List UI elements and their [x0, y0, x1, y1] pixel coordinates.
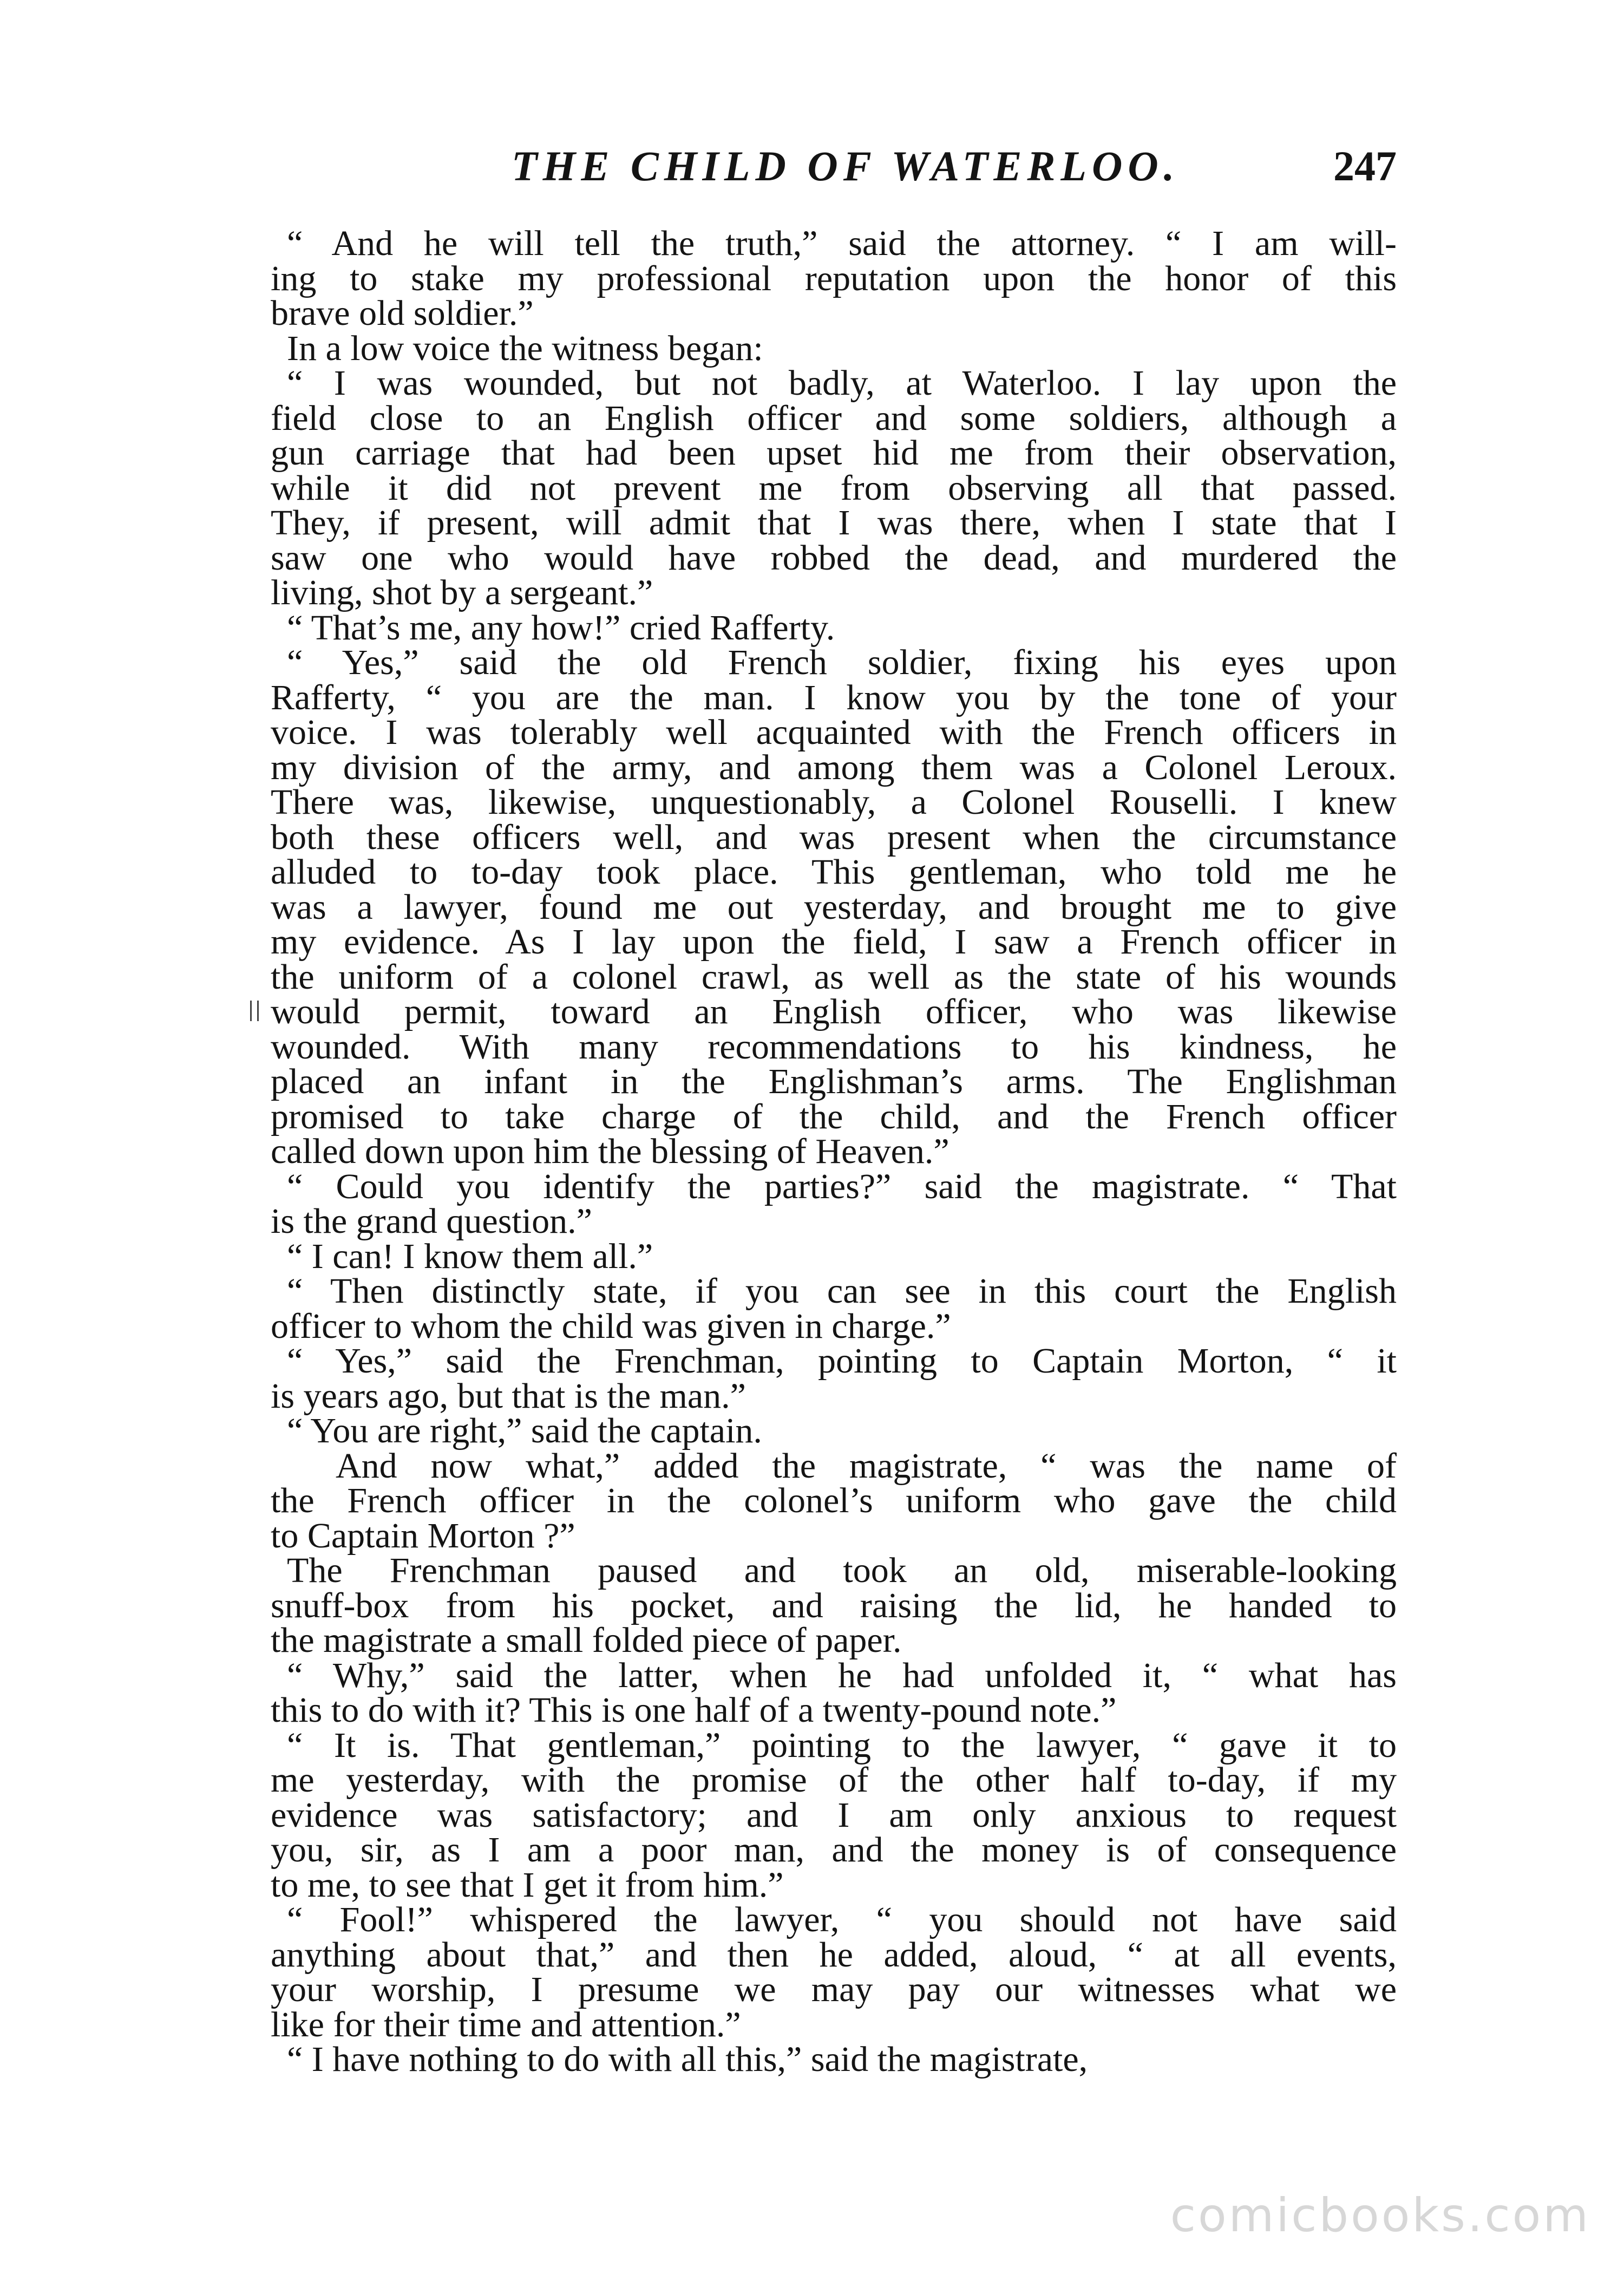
text-line: “ Could you identify the parties?” said the magistrate. “ That: [287, 1166, 1397, 1206]
text-line: “ And he will tell the truth,” said the attorney. “ I am will-: [287, 224, 1397, 263]
text-line: The Frenchman paused and took an old, miserable-looking: [287, 1551, 1397, 1590]
text-line: the magistrate a small folded piece of paper.: [271, 1620, 902, 1660]
text-line: wounded. With many recommendations to his kindness, he: [271, 1027, 1397, 1067]
text-line: In a low voice the witness began:: [287, 328, 763, 368]
text-line: the uniform of a colonel crawl, as well as the state of his wounds: [271, 957, 1397, 997]
text-line: this to do with it? This is one half of a twenty-pound note.”: [271, 1690, 1117, 1730]
text-line: field close to an English officer and some soldiers, although a: [271, 398, 1397, 438]
text-line: promised to take charge of the child, and the French officer: [271, 1096, 1397, 1136]
text-line: living, shot by a sergeant.”: [271, 573, 653, 612]
running-title: THE CHILD OF WATERLOO.: [512, 142, 1180, 190]
text-line: “ It is. That gentleman,” pointing to the lawyer, “ gave it to: [287, 1725, 1397, 1765]
text-line: And now what,” added the magistrate, “ was the name of: [336, 1446, 1397, 1486]
margin-mark: [250, 1001, 259, 1021]
text-line: the French officer in the colonel’s uniform who gave the child: [271, 1481, 1397, 1520]
text-line: would permit, toward an English officer, who was likewise: [271, 992, 1397, 1031]
text-line: Rafferty, “ you are the man. I know you by the tone of your: [271, 677, 1397, 717]
page-number: 247: [1333, 142, 1397, 190]
text-line: “ Fool!” whispered the lawyer, “ you should not have said: [287, 1900, 1397, 1939]
text-line: “ That’s me, any how!” cried Rafferty.: [287, 607, 835, 648]
text-line: “ Yes,” said the Frenchman, pointing to Captain Morton, “ it: [287, 1341, 1397, 1381]
text-line: evidence was satisfactory; and I am only anxious to request: [271, 1795, 1397, 1835]
text-line: There was, likewise, unquestionably, a Colonel Rouselli. I knew: [271, 782, 1397, 822]
text-line: placed an infant in the Englishman’s arms. The Englishman: [271, 1062, 1397, 1101]
text-line: while it did not prevent me from observing all that passed.: [271, 468, 1397, 508]
text-line: “ Then distinctly state, if you can see in this court the English: [287, 1271, 1397, 1311]
text-line: ing to stake my professional reputation upon the honor of this: [271, 258, 1397, 298]
text-line: like for their time and attention.”: [271, 2004, 741, 2044]
text-line: “ I was wounded, but not badly, at Waterloo. I lay upon the: [287, 363, 1397, 403]
text-line: “ You are right,” said the captain.: [287, 1411, 762, 1450]
text-line: to me, to see that I get it from him.”: [271, 1865, 784, 1905]
text-line: They, if present, will admit that I was there, when I state that I: [271, 503, 1397, 543]
text-line: both these officers well, and was present when the circumstance: [271, 817, 1397, 857]
text-line: snuff-box from his pocket, and raising the lid, he handed to: [271, 1585, 1397, 1625]
text-line: was a lawyer, found me out yesterday, and brought me to give: [271, 887, 1397, 927]
text-line: your worship, I presume we may pay our witnesses what we: [271, 1970, 1397, 2009]
text-line: gun carriage that had been upset hid me from their observation,: [271, 433, 1397, 473]
running-head: [271, 135, 1397, 195]
text-line: officer to whom the child was given in charge.”: [271, 1306, 951, 1346]
body-text: [271, 226, 1397, 2077]
text-line: alluded to to-day took place. This gentleman, who told me he: [271, 852, 1397, 892]
text-line: my division of the army, and among them was a Colonel Leroux.: [271, 747, 1397, 787]
watermark: comicbooks.com: [1170, 2188, 1590, 2243]
text-line: you, sir, as I am a poor man, and the money is of consequence: [271, 1830, 1397, 1870]
text-line: saw one who would have robbed the dead, and murdered the: [271, 538, 1397, 578]
text-line: “ I can! I know them all.”: [287, 1236, 653, 1276]
text-line: my evidence. As I lay upon the field, I saw a French officer in: [271, 922, 1397, 962]
text-line: is the grand question.”: [271, 1201, 592, 1241]
text-line: voice. I was tolerably well acquainted with the French officers in: [271, 713, 1397, 752]
text-line: “ I have nothing to do with all this,” said the magistrate,: [287, 2040, 1088, 2079]
text-line: “ Why,” said the latter, when he had unfolded it, “ what has: [287, 1655, 1397, 1695]
text-line: me yesterday, with the promise of the other half to-day, if my: [271, 1760, 1397, 1800]
text-line: “ Yes,” said the old French soldier, fixing his eyes upon: [287, 643, 1397, 682]
text-line: to Captain Morton ?”: [271, 1515, 575, 1556]
text-line: is years ago, but that is the man.”: [271, 1376, 746, 1416]
text-line: called down upon him the blessing of Heaven.”: [271, 1132, 949, 1171]
text-line: brave old soldier.”: [271, 293, 534, 333]
text-line: anything about that,” and then he added, aloud, “ at all events,: [271, 1935, 1397, 1975]
